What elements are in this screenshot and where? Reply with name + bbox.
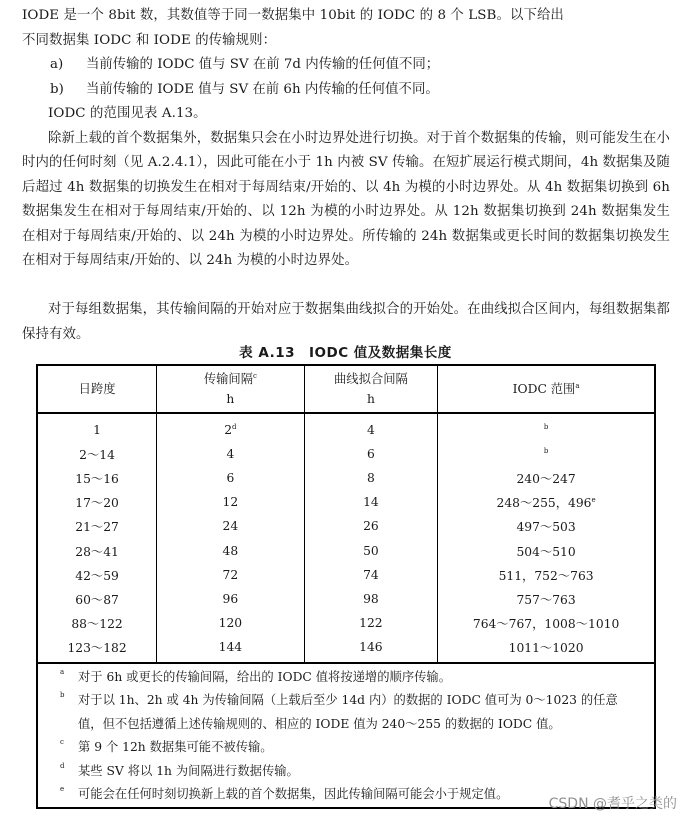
cell-transmit-interval: 96 <box>157 587 305 611</box>
rule-item-b-label: b) <box>50 81 64 97</box>
cell-iodc-range: b <box>438 413 655 442</box>
table-row <box>37 466 655 490</box>
note-text: 对于 6h 或更长的传输间隔，给出的 IODC 值将按递增的顺序传输。 <box>78 669 452 684</box>
table-note <box>38 760 654 784</box>
intro-line-1: IODE 是一个 8bit 数，其数值等于同一数据集中 10bit 的 IODC 的 8 个 LSB。以下给出 <box>22 8 564 23</box>
cell-transmit-interval: 144 <box>157 635 305 663</box>
cell-iodc-range: 757～763 <box>438 587 655 611</box>
cell-day-span: 42～59 <box>37 563 157 587</box>
rule-item-a-text: 当前传输的 IODC 值与 SV 在前 7d 内传输的任何值不同； <box>86 57 440 72</box>
note-text: 第 9 个 12h 数据集可能不被传输。 <box>78 740 273 755</box>
rule-item-a <box>50 53 670 78</box>
cell-transmit-interval: 48 <box>157 538 305 562</box>
table-row <box>37 514 655 538</box>
table-note <box>38 736 654 760</box>
table-caption: 表 A.13 IODC 值及数据集长度 <box>239 345 452 361</box>
cell-day-span: 60～87 <box>37 587 157 611</box>
table-row <box>37 442 655 466</box>
header-iodc-range: IODC 范围$^a$ <box>438 365 655 413</box>
cell-day-span: 21～27 <box>37 514 157 538</box>
cell-fit-interval: 14 <box>304 490 438 514</box>
cell-fit-interval: 122 <box>304 611 438 635</box>
table-row <box>37 413 655 442</box>
cell-fit-interval: 8 <box>304 466 438 490</box>
note-marker: a <box>60 667 65 676</box>
iodc-range-reference: IODC 的范围见表 A.13。 <box>48 106 207 121</box>
cell-day-span: 1 <box>37 413 157 442</box>
cell-transmit-interval: 2$^d$ <box>157 413 305 442</box>
table-row <box>37 538 655 562</box>
intro-line-2: 不同数据集 IODC 和 IODE 的传输规则： <box>22 32 277 48</box>
header-fit-interval: 曲线拟合间隔 h <box>304 365 438 413</box>
cell-fit-interval: 98 <box>304 587 438 611</box>
cell-day-span: 2～14 <box>37 442 157 466</box>
cell-day-span: 17～20 <box>37 490 157 514</box>
cell-iodc-range: 504～510 <box>438 538 655 562</box>
cell-fit-interval: 50 <box>304 538 438 562</box>
cell-day-span: 123～182 <box>37 635 157 663</box>
cell-day-span: 15～16 <box>37 466 157 490</box>
cell-transmit-interval: 120 <box>157 611 305 635</box>
table-row <box>37 587 655 611</box>
header-day-span: 日跨度 <box>37 365 157 413</box>
cell-fit-interval: 6 <box>304 442 438 466</box>
cell-iodc-range: 497～503 <box>438 514 655 538</box>
cell-transmit-interval: 4 <box>157 442 305 466</box>
paragraph-curve-fit: 对于每组数据集，其传输间隔的开始对应于数据集曲线拟合的开始处。在曲线拟合区间内，每组数据集都保持有效。 <box>22 302 670 342</box>
note-text-continued: 值，但不包括遵循上述传输规则的、相应的 IODE 值为 240～255 的数据的 IODC 值。 <box>78 716 561 731</box>
note-text: 某些 SV 将以 1h 为间隔进行数据传输。 <box>78 763 299 778</box>
cell-transmit-interval: 12 <box>157 490 305 514</box>
note-text: 可能会在任何时刻切换新上载的首个数据集，因此传输间隔可能会小于规定值。 <box>78 787 509 802</box>
note-marker: e <box>60 785 65 794</box>
table-row <box>37 611 655 635</box>
iodc-table <box>36 364 656 809</box>
table-row <box>37 490 655 514</box>
cell-transmit-interval: 6 <box>157 466 305 490</box>
cell-day-span: 88～122 <box>37 611 157 635</box>
cell-fit-interval: 26 <box>304 514 438 538</box>
header-transmit-interval: 传输间隔$^c$ h <box>157 365 305 413</box>
note-text: 对于以 1h、2h 或 4h 为传输间隔（上载后至少 14d 内）的数据的 IODC 值可为 0～1023 的任意 <box>78 693 618 708</box>
table-header-row <box>37 365 655 413</box>
table-note <box>38 666 654 690</box>
watermark: CSDN @耆乎之类的 <box>548 796 677 812</box>
rule-item-b-text: 当前传输的 IODE 值与 SV 在前 6h 内传输的任何值不同。 <box>86 81 439 97</box>
cell-day-span: 28～41 <box>37 538 157 562</box>
paragraph-dataset-switching: 除新上载的首个数据集外，数据集只会在小时边界处进行切换。对于首个数据集的传输，则可能发生在小时内的任何时刻（见 A.2.4.1），因此可能在小于 1h 内被 SV 传输。在短扩展运行模式期间，4h 数据集及随后超过 4h 数据集的切换发生在相对于每周结束/开始的、以 4h 为模的小时边界处。从 4h 数据集切换到 6h 数据集发生在相对于每周结束/开始的、以 12h 为模的小时边界处。从 12h 数据集切换到 24h 数据集发生在相对于每周结束/开始的、以 24h 为模的小时边界处。所传输的 24h 数据集或更长时间的数据集切换发生在相对于每周结束/开始的、以 24h 为模的小时边界处。 <box>22 130 670 268</box>
table-note <box>38 689 654 736</box>
note-marker: c <box>60 738 64 747</box>
cell-iodc-range: b <box>438 442 655 466</box>
cell-fit-interval: 74 <box>304 563 438 587</box>
note-marker: b <box>60 691 65 700</box>
cell-fit-interval: 4 <box>304 413 438 442</box>
table-notes <box>37 663 655 808</box>
rule-item-b <box>50 78 670 103</box>
cell-fit-interval: 146 <box>304 635 438 663</box>
cell-iodc-range: 511，752～763 <box>438 563 655 587</box>
cell-iodc-range: 764～767，1008～1010 <box>438 611 655 635</box>
note-marker: d <box>60 761 65 770</box>
rule-item-a-label: a) <box>50 57 64 72</box>
cell-iodc-range: 240～247 <box>438 466 655 490</box>
table-row <box>37 635 655 663</box>
table-row <box>37 563 655 587</box>
cell-transmit-interval: 24 <box>157 514 305 538</box>
cell-iodc-range: 1011～1020 <box>438 635 655 663</box>
cell-iodc-range: 248～255，496e <box>438 490 655 514</box>
cell-transmit-interval: 72 <box>157 563 305 587</box>
